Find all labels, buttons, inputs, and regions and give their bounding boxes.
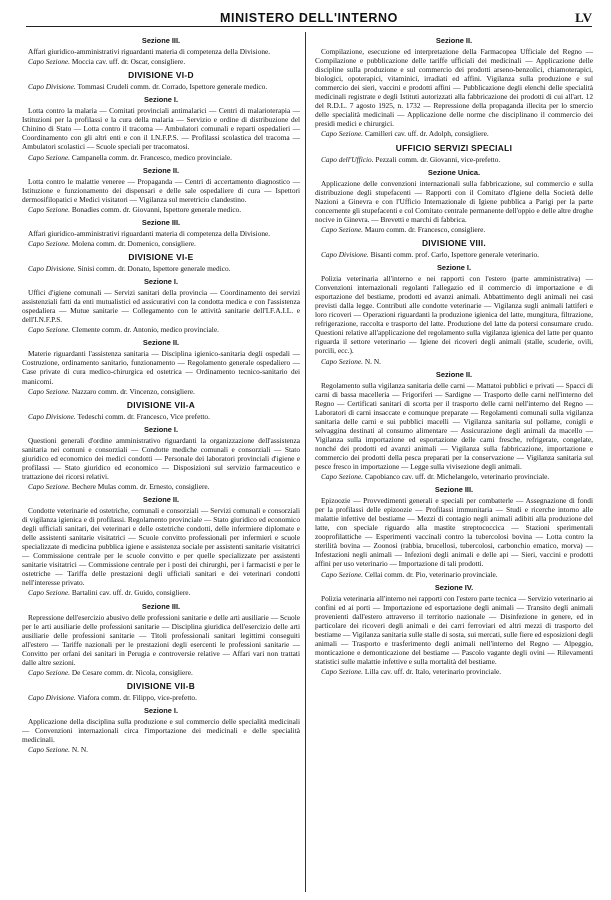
role-label: Capo dell'Ufficio.: [321, 154, 374, 164]
person-name: Viafora comm. dr. Filippo, vice-prefetto.: [75, 692, 197, 702]
role-label: Capo Sezione.: [28, 152, 71, 162]
head-of-office-line: [22, 325, 300, 334]
section-heading: Sezione II.: [142, 495, 180, 505]
section-description: Questioni generali d'ordine amministrativo riguardanti la organizzazione dell'assistenza sanitaria nei comuni e consorziali — Condotte mediche comunali e consorziali — Stato giuridico ed economico dei medici condotti — Personale dei laboratori provinciali d'igiene e profilassi — Stato giuridico ed economico — Disposizioni sul servizio farmaceutico e trattazione dei ricorsi relativi.: [22, 435, 300, 481]
head-of-office-line: [315, 250, 593, 259]
head-of-office-line: [22, 412, 300, 421]
head-of-office-line: [22, 57, 300, 66]
person-name: Clemente comm. dr. Antonio, medico provinciale.: [70, 325, 219, 335]
section-heading: Sezione I.: [143, 706, 179, 715]
head-of-office-line: [22, 264, 300, 273]
person-name: Mauro comm. dr. Francesco, consigliere.: [363, 224, 486, 234]
person-name: Sinisi comm. dr. Donato, Ispettore generale medico.: [75, 263, 231, 273]
role-label: Capo Sezione.: [28, 204, 71, 214]
division-heading: DIVISIONE VII-B: [126, 680, 196, 691]
section-heading: Sezione II.: [435, 36, 473, 45]
section-description: Uffici d'igiene comunali — Servizi sanitari della provincia — Coordinamento dei servizi assistenziali fatti da enti mutualistici ed assicurativi con la condotta medica e con l'assistenza ospedaliera — Mutue sanitarie — Collegamento con le attività sanitarie dell'I.F.A.I.L. e dell'I.N.F.P.S.: [22, 288, 300, 325]
role-label: Capo Divisione.: [28, 411, 76, 421]
role-label: Capo Sezione.: [28, 667, 71, 677]
role-label: Capo Sezione.: [28, 386, 71, 396]
role-label: Capo Sezione.: [321, 472, 364, 482]
section-description: Applicazione delle convenzioni internazionali sulla fabbricazione, sul commercio e sulla distribuzione degli stupefacenti — Rapporti con il Comitato d'Igiene della Società delle Nazioni a Ginevra e con l'Ufficio Internazionale di Igiene pubblica a Parigi per la parte concernente gli stupefacenti e col Comitato centrale permanente dell'oppio e delle altre droghe nocive in Ginevra. — Brevetti e marchi di fabbrica.: [315, 178, 593, 224]
division-heading: UFFICIO SERVIZI SPECIALI: [395, 142, 513, 153]
role-label: Capo Sezione.: [28, 745, 71, 755]
person-name: Lilla cav. uff. dr. Italo, veterinario provinciale.: [363, 667, 502, 676]
person-name: Moccia cav. uff. dr. Oscar, consigliere.: [70, 57, 186, 67]
section-heading: Sezione I.: [143, 95, 179, 105]
person-name: Bechere Mulas comm. dr. Ernesto, consigliere.: [70, 481, 210, 491]
role-label: Capo Divisione.: [321, 249, 369, 259]
head-of-office-line: [22, 205, 300, 214]
role-label: Capo Sezione.: [28, 238, 71, 248]
role-label: Capo Divisione.: [28, 692, 76, 702]
role-label: Capo Divisione.: [28, 263, 76, 273]
running-title: MINISTERO DELL'INTERNO: [220, 11, 398, 25]
section-heading: Sezione II.: [142, 338, 180, 348]
head-of-office-line: [22, 745, 300, 754]
person-name: De Cesare comm. dr. Nicola, consigliere.: [70, 667, 193, 677]
section-description: Applicazione della disciplina sulla produzione e sul commercio delle specialità medicinali — Convenzioni internazionali circa l'importazione dei medicinali e delle specialità medicinali.: [22, 717, 300, 745]
person-name: Bonadies comm. dr. Giovanni, Ispettore generale medico.: [70, 204, 242, 214]
role-label: Capo Sezione.: [28, 57, 71, 67]
head-of-office-line: [22, 239, 300, 248]
division-heading: DIVISIONE VI-E: [128, 251, 194, 262]
head-of-office-line: [22, 387, 300, 396]
person-name: N. N.: [70, 745, 88, 755]
person-name: Bisanti comm. prof. Carlo, Ispettore generale veterinario.: [368, 249, 540, 259]
head-of-office-line: [22, 668, 300, 677]
section-description: Affari giuridico-amministrativi riguardanti materia di competenza della Divisione.: [28, 47, 271, 57]
head-of-office-line: [315, 155, 593, 164]
role-label: Capo Sezione.: [321, 129, 364, 139]
person-name: Capobianco cav. uff. dr. Michelangelo, veterinario provinciale.: [363, 472, 550, 482]
role-label: Capo Divisione.: [28, 82, 76, 92]
section-description: Compilazione, esecuzione ed interpretazione della Farmacopea Ufficiale del Regno — Compilazione e pubblicazione delle tariffe ufficiali dei medicinali — Applicazione delle discipline sulla produzione e sul commercio dei prodotti arseno-benzolici, chiamoterapici, biologici, opoterapici, vitaminici, irradiati ed affini. Vigilanza sulla produzione e sul commercio dei sieri, vaccini e prodotti affini — Pubblicazione degli elenchi delle specialità medicinali registrate e degli Istituti autorizzati alla fabbricazione dei prodotti di cui all'art. 12 del R.D.L. 7 agosto 1925, n. 1732 — Repressione della propaganda illecita per lo smercio delle specialità medicinali — Applicazione delle norme che disciplinano il commercio dei presidi medici e chirurgici.: [315, 47, 593, 129]
section-heading: Sezione II.: [435, 369, 473, 379]
division-heading: DIVISIONE VII-A: [126, 399, 196, 410]
role-label: Capo Sezione.: [28, 325, 71, 335]
division-heading: DIVISIONE VIII.: [421, 237, 487, 248]
header-rule: [26, 26, 592, 27]
role-label: Capo Sezione.: [321, 667, 364, 676]
section-description: Epizoozie — Provvedimenti generali e speciali per combatterle — Assegnazione di fondi per la profilassi delle epizoozie — Profilassi immunitaria — Studi e ricerche intorno alle malattie infettive del bestiame — Mezzi di contagio negli animali adibiti alla produzione del latte, con speciale riguardo alla mastite streptococcica — Stazioni sperimentali zooprofilattiche — Esperimenti vaccinali contro la tubercolosi bovina — Lotta contro la sterilità bovina — Zoonosi (rabbia, brucellosi, tubercolosi, carbonchio ematico, morva) — Infestazioni negli animali — Infezioni degli animali e delle api — Sieri, vaccini e prodotti affini per uso veterinario — Importazione di tali prodotti.: [315, 496, 593, 569]
person-name: Campanella comm. dr. Francesco, medico provinciale.: [70, 152, 232, 162]
role-label: Capo Sezione.: [321, 569, 364, 579]
section-description: Regolamento sulla vigilanza sanitaria delle carni — Mattatoi pubblici e privati — Spacci di carni di bassa macelleria — Frigoriferi — Sardigne — Trasporto delle carni nell'interno del Regno — Certificati sanitari di scorta per il trasporto delle carni nell'interno del Regno — Laboratori di carni insaccate e comunque preparate — Regolamenti comunali sulla vigilanza sanitaria delle carni e sui pubblici macelli — Vigilanza sanitaria sul pollame, conigli e selvaggina destinati al consumo alimentare — Assicurazione degli animali da macello — Vigilanza sulla importazione ed esportazione delle carni fresche, refrigerate, congelate, nonché dei prodotti ed avanzi animali — Vigilanza sulla fabbricazione, importazione e commercio dei prodotti della pesca preparati per la conservazione — Vigilanza sanitaria sul pesce fresco in importazione — Legge sulla vivisezione degli animali.: [315, 380, 593, 472]
division-heading: DIVISIONE VI-D: [128, 70, 194, 81]
person-name: Pezzali comm. dr. Giovanni, vice-prefetto.: [373, 154, 501, 164]
person-name: Molena comm. dr. Domenico, consigliere.: [70, 238, 196, 248]
head-of-office-line: [315, 357, 593, 366]
head-of-office-line: [22, 588, 300, 597]
column-divider: [305, 32, 306, 892]
person-name: Tommasi Crudeli comm. dr. Corrado, Ispettore generale medico.: [75, 82, 268, 92]
left-column: [22, 32, 300, 894]
head-of-office-line: [315, 667, 593, 676]
section-heading: Sezione III.: [141, 36, 181, 45]
person-name: Cellai comm. dr. Pio, veterinario provinciale.: [363, 569, 498, 579]
section-heading: Sezione I.: [143, 424, 179, 434]
role-label: Capo Sezione.: [28, 588, 71, 598]
head-of-office-line: [315, 472, 593, 481]
head-of-office-line: [22, 693, 300, 702]
role-label: Capo Sezione.: [321, 356, 364, 366]
head-of-office-line: [22, 82, 300, 91]
section-description: Affari giuridico-amministrativi riguardanti materia di competenza della Divisione.: [28, 228, 271, 238]
head-of-office-line: [22, 482, 300, 491]
person-name: N. N.: [363, 356, 381, 366]
page-number: LV: [575, 10, 592, 25]
section-heading: Sezione III.: [141, 601, 181, 611]
head-of-office-line: [315, 570, 593, 579]
section-heading: Sezione II.: [142, 165, 180, 175]
section-description: Condotte veterinarie ed ostetriche, comunali e consorziali — Servizi comunali e consorziali di vigilanza igienica e di profilassi. Regolamento provinciale — Stato giuridico ed economico degli ufficiali sanitari, dei veterinari e delle ostetriche condotti, delle infermiere diplomate e delle assistenti sanitarie visitatrici — Scuole convitto professionali per infermieri e scuole specializzate di medicina pubblica igiene e assistenza sociale per assistenti sanitarie visitatrici — Commissione centrale per le scuole convitto e per quelle specializzate per assistenti sanitarie visitatrici — Commissione centrale per i posti dei chirurghi, per i farmacisti e per le ostetriche — Tariffa delle prestazioni degli ufficiali sanitari e dei veterinari condotti nell'interesse privato.: [22, 506, 300, 588]
section-heading: Sezione I.: [436, 263, 472, 273]
section-description: Polizia veterinaria all'interno nei rapporti con l'estero parte tecnica — Servizio veterinario ai confini ed ai porti — Importazione ed esportazione degli animali — Transito degli animali provenienti dall'estero attraverso il territorio nazionale — Disinfezione in genere, ed in particolare dei ricoveri degli animali e dei carri ferroviari ed altri mezzi di trasporto del bestiame — Vigilanza sanitaria sulle stalle di sosta, sui mercati, sulle fiere ed esposizioni degli animali — Trasporto e trasferimento degli animali nell'interno del Regno — Alpeggio, monticazione e demonticazione del bestiame — Pascolo vagante degli ovini — Rilevamenti statistici sulle malattie infettive e sulla mortalità del bestiame.: [315, 593, 593, 666]
section-heading: Sezione IV.: [434, 582, 474, 592]
role-label: Capo Sezione.: [28, 481, 71, 491]
head-of-office-line: [315, 129, 593, 138]
section-heading: Sezione III.: [434, 485, 474, 495]
running-header: [26, 8, 592, 28]
role-label: Capo Sezione.: [321, 224, 364, 234]
section-heading: Sezione Unica.: [427, 167, 481, 177]
person-name: Nazzaro comm. dr. Vincenzo, consigliere.: [70, 386, 195, 396]
person-name: Bartalini cav. uff. dr. Guido, consigliere.: [70, 588, 191, 598]
section-heading: Sezione III.: [141, 217, 181, 227]
section-heading: Sezione I.: [143, 277, 179, 287]
section-description: Polizia veterinaria all'interno e nei rapporti con l'estero (parte amministrativa) — Convenzioni internazionali regolanti l'allegazio ed il commercio di importazione e di esportazione del bestiame, prodotti ed avanzi animali. Abbattimento degli animali nei casi previsti dalla legge. Contributi alle condotte veterinarie — Vigilanza sugli animali lattiferi e loro ricoveri — Operazioni riguardanti la produzione igienica del latte, mungitura, filtrazione, refrigerazione, raccolta e trasporto del latte. Produzione del latte da potersi consumare crudo. Questioni relative all'applicazione del regolamento sulla vigilanza igienica del latte per quanto riguarda il settore veterinario — Igiene dei ricoveri degli animali (stalle, scuderie, ovili, porcili, ecc.).: [315, 274, 593, 356]
section-description: Lotta contro le malattie veneree — Propaganda — Centri di accertamento diagnostico — Istituzione e funzionamento dei dispensari e delle sale ospedaliere di cura — Ispettori dermosifilopatici e Medici visitatori — Vigilanza sul meretricio clandestino.: [22, 176, 300, 204]
person-name: Camilleri cav. uff. dr. Adolph, consigliere.: [363, 129, 489, 139]
head-of-office-line: [22, 153, 300, 162]
right-column: [315, 32, 593, 894]
person-name: Tedeschi comm. dr. Francesco, Vice prefetto.: [75, 411, 210, 421]
head-of-office-line: [315, 225, 593, 234]
section-description: Materie riguardanti l'assistenza sanitaria — Disciplina igienico-sanitaria degli ospedali — Costruzione, ordinamento sanitario, funzionamento — Regolamento generale ospedaliero — Case private di cura medico-chirurgica ed ostetrica — Ordinamento tecnico-sanitario dei manicomi.: [22, 349, 300, 386]
section-description: Lotta contro la malaria — Comitati provinciali antimalarici — Centri di malarioterapia — Istituzioni per la profilassi e la cura della malaria — Servizio e ordine di distribuzione del Chinino di Stato — Lotta contro il tracoma — Ambulatori comunali e reparti ospedalieri — Coordinamento con gli altri enti e con il I.N.F.P.S. — Profilassi scolastica del tracoma — Ambulatori scolastici — Scuole speciali per tracomatosi.: [22, 106, 300, 152]
section-description: Repressione dell'esercizio abusivo delle professioni sanitarie e delle arti ausiliarie — Scuole per le arti ausiliarie delle professioni sanitarie — Disciplina giuridica dell'esercizio delle arti ausiliarie delle professioni sanitarie — Titoli professionali sanitari legittimi conseguiti all'estero — Tariffe nazionali per le prestazioni degli esercenti le professioni sanitarie — Convitto per orfani dei sanitari in Perugia e controversie relative — Affari vari non trattati dalle altre sezioni.: [22, 612, 300, 667]
